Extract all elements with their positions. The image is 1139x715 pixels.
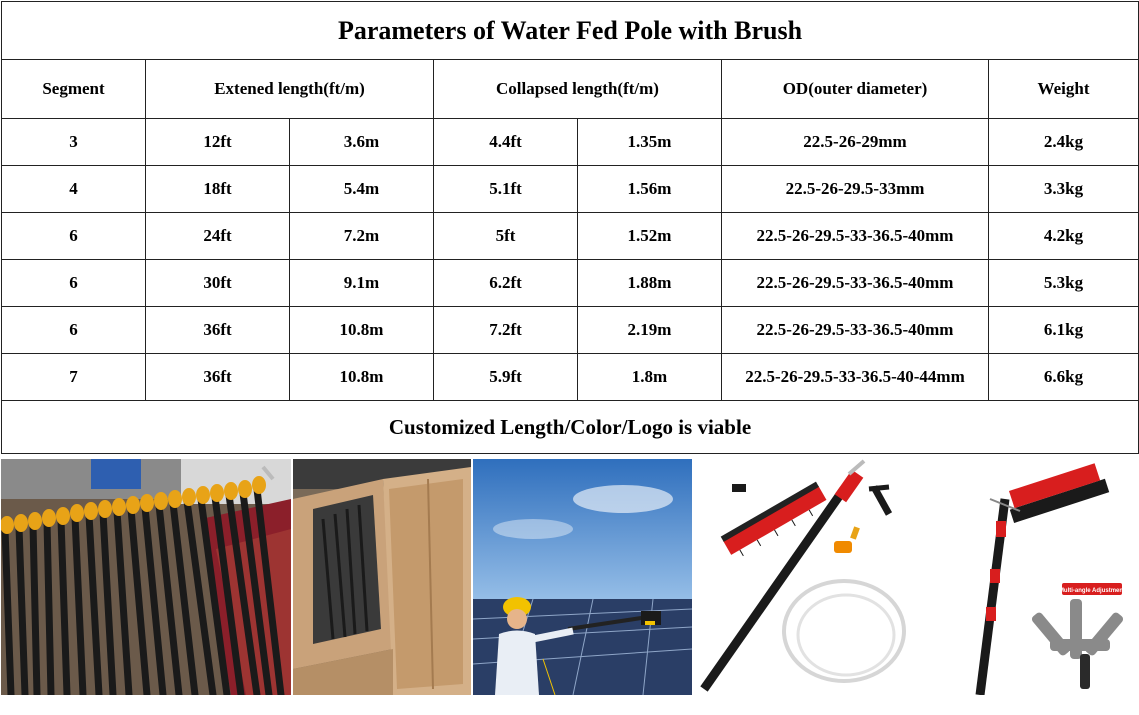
cell-extended-m: 10.8m — [290, 307, 434, 354]
cell-outer-diameter: 22.5-26-29mm — [722, 119, 989, 166]
cell-extended-m: 5.4m — [290, 166, 434, 213]
cell-extended-ft: 30ft — [146, 260, 290, 307]
cell-collapsed-ft: 4.4ft — [434, 119, 578, 166]
table-row — [2, 307, 1139, 354]
header-row — [2, 60, 1139, 119]
photo-brush-kit — [694, 459, 918, 695]
cell-extended-ft: 12ft — [146, 119, 290, 166]
multi-angle-badge-label: Multi-angle Adjustment — [1058, 588, 1126, 594]
cell-outer-diameter: 22.5-26-29.5-33mm — [722, 166, 989, 213]
cell-extended-m: 9.1m — [290, 260, 434, 307]
table-row — [2, 119, 1139, 166]
cell-collapsed-m: 1.56m — [578, 166, 722, 213]
cell-weight: 4.2kg — [989, 213, 1139, 260]
photo-solar-panel-cleaning — [473, 459, 692, 695]
cell-extended-ft: 36ft — [146, 307, 290, 354]
cell-weight: 3.3kg — [989, 166, 1139, 213]
cell-collapsed-ft: 7.2ft — [434, 307, 578, 354]
cell-weight: 6.1kg — [989, 307, 1139, 354]
cell-collapsed-ft: 5ft — [434, 213, 578, 260]
header-collapsed-length: Collapsed length(ft/m) — [434, 60, 722, 119]
table-row — [2, 260, 1139, 307]
cell-segment: 7 — [2, 354, 146, 401]
cell-segment: 6 — [2, 307, 146, 354]
cell-weight: 5.3kg — [989, 260, 1139, 307]
photo-packing-cartons — [293, 459, 471, 695]
table-title: Parameters of Water Fed Pole with Brush — [2, 2, 1139, 60]
header-outer-diameter: OD(outer diameter) — [722, 60, 989, 119]
header-segment: Segment — [2, 60, 146, 119]
cell-outer-diameter: 22.5-26-29.5-33-36.5-40-44mm — [722, 354, 989, 401]
parameters-table — [1, 1, 1139, 454]
photo-pole-bundle — [1, 459, 291, 695]
cell-segment: 6 — [2, 260, 146, 307]
cell-collapsed-ft: 5.9ft — [434, 354, 578, 401]
cell-extended-ft: 18ft — [146, 166, 290, 213]
cell-weight: 6.6kg — [989, 354, 1139, 401]
cell-collapsed-m: 1.35m — [578, 119, 722, 166]
table-row — [2, 166, 1139, 213]
cell-collapsed-m: 2.19m — [578, 307, 722, 354]
table-row — [2, 354, 1139, 401]
cell-extended-ft: 36ft — [146, 354, 290, 401]
cell-collapsed-m: 1.8m — [578, 354, 722, 401]
cell-extended-m: 10.8m — [290, 354, 434, 401]
cell-collapsed-ft: 5.1ft — [434, 166, 578, 213]
cell-segment: 4 — [2, 166, 146, 213]
cell-segment: 6 — [2, 213, 146, 260]
photo-multi-angle-adjustment — [920, 459, 1138, 695]
cell-extended-m: 7.2m — [290, 213, 434, 260]
product-photo-strip — [1, 459, 1138, 695]
cell-extended-ft: 24ft — [146, 213, 290, 260]
cell-collapsed-m: 1.52m — [578, 213, 722, 260]
cell-collapsed-ft: 6.2ft — [434, 260, 578, 307]
cell-outer-diameter: 22.5-26-29.5-33-36.5-40mm — [722, 307, 989, 354]
header-weight: Weight — [989, 60, 1139, 119]
cell-collapsed-m: 1.88m — [578, 260, 722, 307]
cell-outer-diameter: 22.5-26-29.5-33-36.5-40mm — [722, 213, 989, 260]
cell-segment: 3 — [2, 119, 146, 166]
cell-weight: 2.4kg — [989, 119, 1139, 166]
customization-note: Customized Length/Color/Logo is viable — [2, 401, 1139, 454]
cell-extended-m: 3.6m — [290, 119, 434, 166]
cell-outer-diameter: 22.5-26-29.5-33-36.5-40mm — [722, 260, 989, 307]
header-extended-length: Extened length(ft/m) — [146, 60, 434, 119]
table-row — [2, 213, 1139, 260]
